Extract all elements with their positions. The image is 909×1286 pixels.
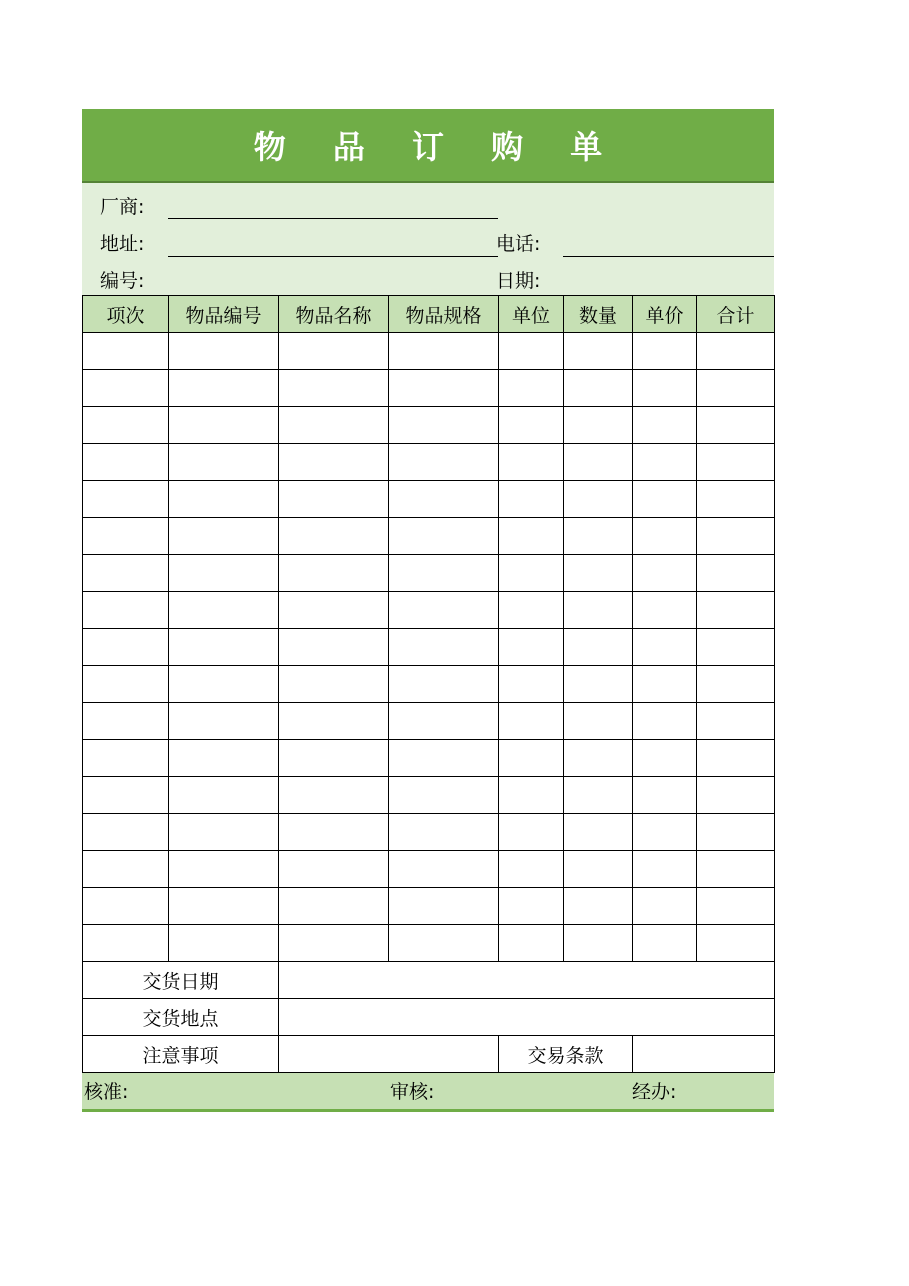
table-cell[interactable]: [279, 703, 389, 740]
column-header: 物品规格: [389, 296, 499, 333]
table-cell[interactable]: [279, 407, 389, 444]
delivery-place-row: [83, 999, 775, 1036]
table-cell[interactable]: [633, 925, 697, 962]
phone-label: 电话:: [496, 233, 541, 255]
table-cell[interactable]: [83, 555, 169, 592]
table-cell[interactable]: [633, 814, 697, 851]
items-table: [82, 295, 775, 1073]
table-cell[interactable]: [697, 481, 775, 518]
table-cell[interactable]: [83, 444, 169, 481]
table-cell[interactable]: [169, 481, 279, 518]
date-label: 日期:: [496, 270, 541, 292]
table-cell[interactable]: [389, 481, 499, 518]
form-title: 物 品 订 购 单: [253, 128, 621, 166]
table-cell[interactable]: [169, 814, 279, 851]
table-row: [83, 518, 775, 555]
table-cell[interactable]: [697, 407, 775, 444]
table-cell[interactable]: [83, 703, 169, 740]
table-cell[interactable]: [279, 925, 389, 962]
phone-field[interactable]: [563, 256, 774, 257]
table-cell[interactable]: [499, 555, 564, 592]
table-cell[interactable]: [499, 444, 564, 481]
table-header-row: [83, 296, 775, 333]
table-cell[interactable]: [564, 888, 633, 925]
table-cell[interactable]: [169, 629, 279, 666]
table-cell[interactable]: [564, 814, 633, 851]
table-cell[interactable]: [169, 444, 279, 481]
table-cell[interactable]: [389, 518, 499, 555]
table-cell[interactable]: [564, 555, 633, 592]
table-row: [83, 407, 775, 444]
table-cell[interactable]: [169, 518, 279, 555]
table-cell[interactable]: [564, 444, 633, 481]
delivery-place-field[interactable]: [279, 999, 775, 1036]
table-cell[interactable]: [499, 703, 564, 740]
table-cell[interactable]: [169, 851, 279, 888]
table-cell[interactable]: [83, 777, 169, 814]
table-cell[interactable]: [389, 703, 499, 740]
table-cell[interactable]: [697, 555, 775, 592]
table-cell[interactable]: [83, 481, 169, 518]
table-cell[interactable]: [564, 592, 633, 629]
table-cell[interactable]: [83, 629, 169, 666]
table-cell[interactable]: [389, 555, 499, 592]
table-cell[interactable]: [564, 370, 633, 407]
table-cell[interactable]: [279, 333, 389, 370]
table-cell[interactable]: [169, 555, 279, 592]
table-cell[interactable]: [389, 851, 499, 888]
table-cell[interactable]: [633, 703, 697, 740]
table-cell[interactable]: [633, 592, 697, 629]
table-cell[interactable]: [633, 888, 697, 925]
notes-row: [83, 1036, 775, 1073]
table-cell[interactable]: [389, 777, 499, 814]
table-cell[interactable]: [279, 629, 389, 666]
column-header: 单价: [633, 296, 697, 333]
table-row: [83, 555, 775, 592]
table-cell[interactable]: [697, 851, 775, 888]
table-cell[interactable]: [279, 518, 389, 555]
table-cell[interactable]: [499, 407, 564, 444]
table-cell[interactable]: [633, 555, 697, 592]
table-cell[interactable]: [83, 888, 169, 925]
table-cell[interactable]: [633, 777, 697, 814]
title-bar: [82, 109, 774, 183]
table-cell[interactable]: [83, 592, 169, 629]
address-field[interactable]: [168, 256, 498, 257]
table-cell[interactable]: [697, 370, 775, 407]
column-header: 项次: [83, 296, 169, 333]
table-cell[interactable]: [633, 333, 697, 370]
table-cell[interactable]: [499, 888, 564, 925]
approve-label: 核准:: [84, 1081, 129, 1103]
table-row: [83, 592, 775, 629]
table-cell[interactable]: [389, 629, 499, 666]
table-cell[interactable]: [169, 370, 279, 407]
table-cell[interactable]: [279, 814, 389, 851]
table-cell[interactable]: [697, 592, 775, 629]
table-row: [83, 481, 775, 518]
table-cell[interactable]: [564, 703, 633, 740]
table-cell[interactable]: [633, 666, 697, 703]
column-header: 单位: [499, 296, 564, 333]
table-cell[interactable]: [633, 851, 697, 888]
vendor-label: 厂商:: [100, 196, 145, 218]
delivery-date-field[interactable]: [279, 962, 775, 999]
table-cell[interactable]: [697, 518, 775, 555]
table-cell[interactable]: [279, 592, 389, 629]
order-form: [82, 109, 774, 1112]
table-cell[interactable]: [633, 481, 697, 518]
table-cell[interactable]: [389, 592, 499, 629]
table-cell[interactable]: [389, 740, 499, 777]
notes-field[interactable]: [279, 1036, 499, 1073]
table-cell[interactable]: [389, 407, 499, 444]
table-cell[interactable]: [279, 740, 389, 777]
table-cell[interactable]: [83, 740, 169, 777]
table-cell[interactable]: [633, 444, 697, 481]
table-cell[interactable]: [499, 518, 564, 555]
table-cell[interactable]: [633, 740, 697, 777]
table-row: [83, 851, 775, 888]
table-cell[interactable]: [564, 925, 633, 962]
table-cell[interactable]: [169, 925, 279, 962]
table-cell[interactable]: [499, 814, 564, 851]
table-cell[interactable]: [389, 444, 499, 481]
table-cell[interactable]: [499, 777, 564, 814]
table-cell[interactable]: [389, 814, 499, 851]
address-label: 地址:: [100, 233, 145, 255]
table-cell[interactable]: [697, 444, 775, 481]
column-header: 合计: [697, 296, 775, 333]
table-row: [83, 888, 775, 925]
table-row: [83, 703, 775, 740]
table-cell[interactable]: [83, 925, 169, 962]
column-header: 数量: [564, 296, 633, 333]
table-cell[interactable]: [564, 740, 633, 777]
table-cell[interactable]: [279, 666, 389, 703]
table-cell[interactable]: [633, 518, 697, 555]
table-cell[interactable]: [697, 703, 775, 740]
table-cell[interactable]: [279, 555, 389, 592]
table-cell[interactable]: [697, 666, 775, 703]
table-cell[interactable]: [83, 407, 169, 444]
table-row: [83, 333, 775, 370]
table-cell[interactable]: [499, 851, 564, 888]
table-cell[interactable]: [499, 666, 564, 703]
table-cell[interactable]: [83, 370, 169, 407]
table-cell[interactable]: [389, 925, 499, 962]
table-cell[interactable]: [564, 666, 633, 703]
table-cell[interactable]: [279, 370, 389, 407]
table-cell[interactable]: [279, 888, 389, 925]
table-row: [83, 777, 775, 814]
notes-label: 注意事项: [83, 1036, 279, 1073]
table-cell[interactable]: [169, 777, 279, 814]
table-cell[interactable]: [499, 740, 564, 777]
table-cell[interactable]: [83, 333, 169, 370]
table-cell[interactable]: [499, 592, 564, 629]
table-cell[interactable]: [83, 666, 169, 703]
vendor-field[interactable]: [168, 218, 498, 219]
table-cell[interactable]: [499, 370, 564, 407]
table-cell[interactable]: [389, 666, 499, 703]
table-cell[interactable]: [169, 666, 279, 703]
column-header: 物品名称: [279, 296, 389, 333]
table-cell[interactable]: [389, 370, 499, 407]
table-row: [83, 740, 775, 777]
table-cell[interactable]: [697, 629, 775, 666]
trade-terms-label: 交易条款: [499, 1036, 633, 1073]
table-cell[interactable]: [697, 740, 775, 777]
table-row: [83, 925, 775, 962]
table-cell[interactable]: [564, 629, 633, 666]
table-cell[interactable]: [169, 592, 279, 629]
number-label: 编号:: [100, 270, 145, 292]
table-cell[interactable]: [169, 407, 279, 444]
table-cell[interactable]: [697, 777, 775, 814]
table-cell[interactable]: [279, 851, 389, 888]
table-cell[interactable]: [389, 333, 499, 370]
table-cell[interactable]: [564, 518, 633, 555]
table-row: [83, 629, 775, 666]
table-cell[interactable]: [279, 777, 389, 814]
table-cell[interactable]: [169, 888, 279, 925]
column-header: 物品编号: [169, 296, 279, 333]
info-section: [82, 183, 774, 295]
table-cell[interactable]: [169, 703, 279, 740]
table-cell[interactable]: [564, 851, 633, 888]
table-cell[interactable]: [564, 333, 633, 370]
table-cell[interactable]: [633, 629, 697, 666]
table-cell[interactable]: [697, 925, 775, 962]
table-cell[interactable]: [633, 370, 697, 407]
table-cell[interactable]: [169, 740, 279, 777]
signature-footer: [82, 1073, 774, 1112]
table-cell[interactable]: [564, 407, 633, 444]
table-cell[interactable]: [499, 629, 564, 666]
table-cell[interactable]: [633, 407, 697, 444]
table-cell[interactable]: [83, 851, 169, 888]
delivery-place-label: 交货地点: [83, 999, 279, 1036]
table-cell[interactable]: [564, 481, 633, 518]
table-cell[interactable]: [499, 481, 564, 518]
table-row: [83, 370, 775, 407]
table-cell[interactable]: [697, 333, 775, 370]
table-cell[interactable]: [279, 444, 389, 481]
table-cell[interactable]: [499, 925, 564, 962]
table-cell[interactable]: [564, 777, 633, 814]
table-row: [83, 814, 775, 851]
trade-terms-field[interactable]: [633, 1036, 775, 1073]
table-cell[interactable]: [83, 814, 169, 851]
table-cell[interactable]: [697, 888, 775, 925]
table-cell[interactable]: [83, 518, 169, 555]
delivery-date-label: 交货日期: [83, 962, 279, 999]
table-cell[interactable]: [697, 814, 775, 851]
table-cell[interactable]: [499, 333, 564, 370]
table-row: [83, 666, 775, 703]
delivery-date-row: [83, 962, 775, 999]
table-cell[interactable]: [389, 888, 499, 925]
table-cell[interactable]: [169, 333, 279, 370]
table-cell[interactable]: [279, 481, 389, 518]
review-label: 审核:: [390, 1081, 435, 1103]
table-row: [83, 444, 775, 481]
handler-label: 经办:: [632, 1081, 677, 1103]
